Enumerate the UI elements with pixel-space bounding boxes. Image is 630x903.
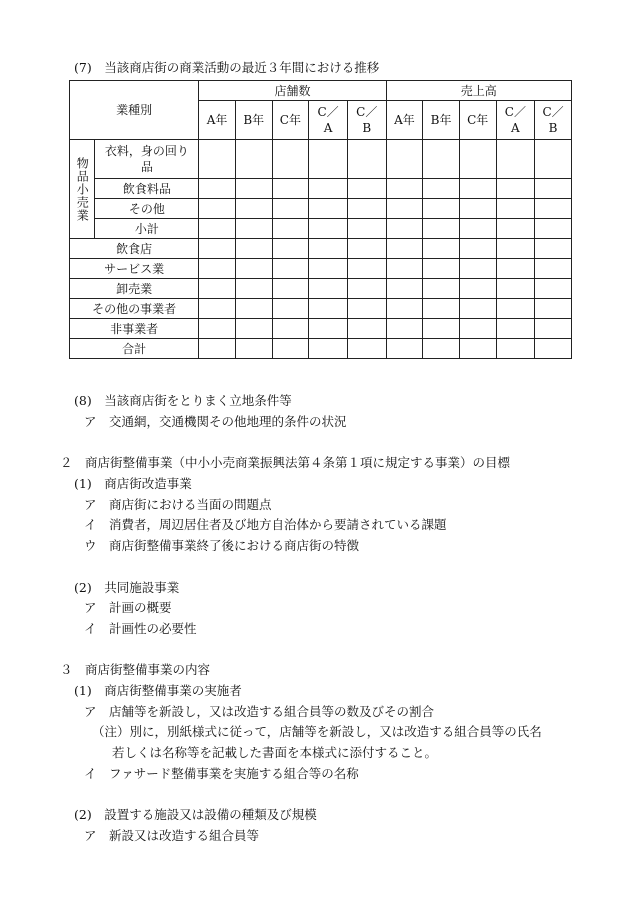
header-uriage-b: B年 xyxy=(423,101,460,140)
row-oroshi: 卸売業 xyxy=(70,279,199,299)
section3-sub2-a: ア 新設又は改造する組合員等 xyxy=(84,828,260,843)
group-buppin-kouri: 物品小売業 xyxy=(70,140,95,239)
section3-sub1-i: イ ファサード整備事業を実施する組合等の名称 xyxy=(84,766,359,781)
row-service: サービス業 xyxy=(70,259,199,279)
section7-heading: (7) 当該商店街の商業活動の最近３年間における推移 xyxy=(74,60,380,75)
commerce-trend-table xyxy=(69,80,572,359)
row-total: 合計 xyxy=(70,339,199,359)
row-inshokuryohin: 飲食料品 xyxy=(95,179,199,199)
section2-sub2-a: ア 計画の概要 xyxy=(84,600,172,615)
section2-heading: ２ 商店街整備事業（中小小売商業振興法第４条第１項に規定する事業）の目標 xyxy=(60,455,511,470)
row-iryo: 衣料，身の回り 品 xyxy=(95,140,199,179)
header-tenpo-a: A年 xyxy=(199,101,236,140)
section3-note-line1: （注）別に，別紙様式に従って，店舗等を新設し，又は改造する組合員等の氏名 xyxy=(92,724,542,739)
header-tenpo-c: C年 xyxy=(272,101,309,140)
section3-sub1-a: ア 店舗等を新設し，又は改造する組合員等の数及びその割合 xyxy=(84,704,435,719)
section8-item-a: ア 交通網，交通機関その他地理的条件の状況 xyxy=(84,414,347,429)
header-gyoshu: 業種別 xyxy=(70,81,199,140)
header-uriage-a: A年 xyxy=(386,101,423,140)
row-non-business: 非事業者 xyxy=(70,319,199,339)
header-uriage-cb: C／ B xyxy=(535,101,572,140)
header-tenpo: 店舗数 xyxy=(199,81,386,101)
section3-note-line2: 若しくは名称等を記載した書面を本様式に添付すること。 xyxy=(112,745,438,760)
section3-sub1: (1) 商店街整備事業の実施者 xyxy=(74,683,242,698)
section8-heading: (8) 当該商店街をとりまく立地条件等 xyxy=(74,393,292,408)
row-shokei: 小計 xyxy=(95,219,199,239)
row-sonota: その他 xyxy=(95,199,199,219)
section2-sub1-a: ア 商店街における当面の問題点 xyxy=(84,497,272,512)
section3-heading: ３ 商店街整備事業の内容 xyxy=(60,662,211,677)
section2-sub1: (1) 商店街改造事業 xyxy=(74,476,192,491)
row-inshokuten: 飲食店 xyxy=(70,239,199,259)
section2-sub2-i: イ 計画性の必要性 xyxy=(84,621,197,636)
section2-sub2: (2) 共同施設事業 xyxy=(74,580,180,595)
section2-sub1-i: イ 消費者，周辺居住者及び地方自治体から要請されている課題 xyxy=(84,517,447,532)
row-other-business: その他の事業者 xyxy=(70,299,199,319)
header-tenpo-cb: C／ B xyxy=(347,101,386,140)
header-uriage-ca: C／ A xyxy=(496,101,535,140)
section2-sub1-u: ウ 商店街整備事業終了後における商店街の特徴 xyxy=(84,538,360,553)
header-tenpo-ca: C／ A xyxy=(309,101,348,140)
header-tenpo-b: B年 xyxy=(235,101,272,140)
header-uriage: 売上高 xyxy=(386,81,571,101)
header-uriage-c: C年 xyxy=(459,101,496,140)
section3-sub2: (2) 設置する施設又は設備の種類及び規模 xyxy=(74,807,317,822)
